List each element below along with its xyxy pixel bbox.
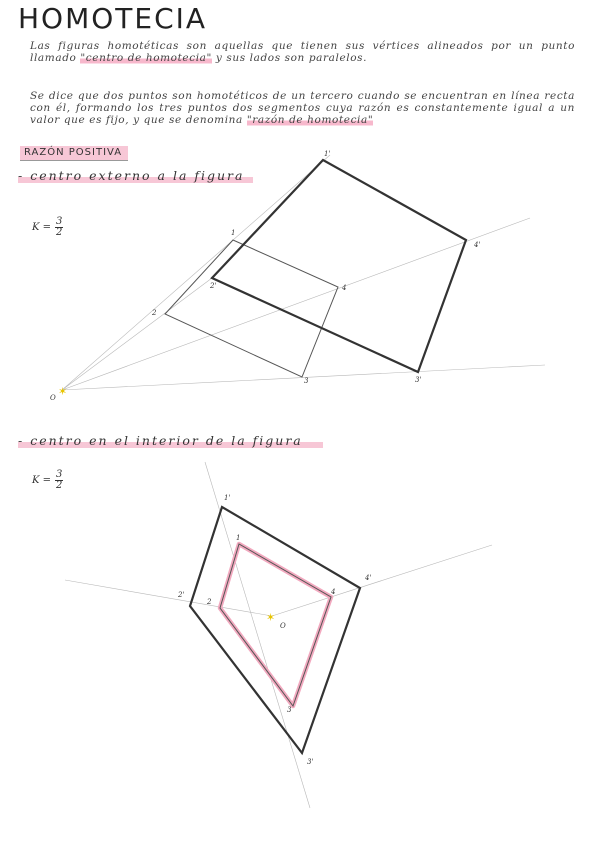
figure1-diagram — [50, 150, 545, 402]
ratio-highlight: "razón de homotecia" — [246, 114, 374, 126]
ray-to-2p — [62, 278, 212, 390]
label-p3: 3 — [304, 377, 309, 385]
section-tag-positive-ratio: RAZÓN POSITIVA — [20, 146, 128, 161]
heading-internal-center: - centro en el interior de la figura — [18, 433, 323, 448]
label-p2-prime: 2' — [210, 282, 217, 290]
label-p4: 4 — [342, 284, 347, 292]
ray-to-2p — [65, 580, 272, 616]
points-text: Se dice que dos puntos son homotéticos de un tercero cuando se encuentran en línea recta con él, formando los tres puntos dos segmentos cuya razón es constantemente igual a un valor que es fijo, y que se denomina — [30, 90, 575, 126]
ray-to-1p — [62, 155, 330, 390]
k-denominator: 2 — [56, 480, 63, 491]
label-p1-prime: 1' — [324, 150, 331, 158]
figure2-diagram — [65, 462, 492, 808]
figure1-projection-lines — [62, 155, 545, 390]
k-denominator: 2 — [56, 227, 63, 238]
label-p4-prime: 4' — [474, 241, 481, 249]
label-p2-prime: 2' — [178, 591, 185, 599]
label-p2: 2 — [152, 309, 157, 317]
ray-to-4p — [62, 218, 530, 390]
k-numerator: 3 — [56, 469, 63, 480]
page-title: HOMOTECIA — [18, 2, 208, 35]
figure1-homothetic-quad — [212, 160, 466, 372]
label-p1: 1 — [236, 534, 241, 542]
label-p2: 2 — [207, 598, 212, 606]
figure2-homothetic-quad — [190, 507, 360, 753]
label-p4: 4 — [331, 588, 336, 596]
center-star-icon: ✶ — [58, 385, 68, 398]
definition-text-start: Las figuras homotéticas son aquellas que tienen sus vértices alineados por un punto llamado — [30, 40, 575, 64]
label-center-o: O — [50, 394, 56, 402]
figure1-original-quad — [165, 240, 338, 377]
definition-text-end: y sus lados son paralelos. — [211, 52, 368, 64]
k-label: K = — [32, 222, 52, 233]
figure2-original-quad — [220, 544, 331, 706]
label-p1-prime: 1' — [224, 494, 231, 502]
k-label: K = — [32, 475, 52, 486]
label-p3: 3 — [287, 706, 292, 714]
label-p1: 1 — [231, 229, 236, 237]
label-p3-prime: 3' — [415, 376, 422, 384]
k-numerator: 3 — [56, 216, 63, 227]
label-p4-prime: 4' — [365, 574, 372, 582]
definition-highlight: "centro de homotecia" — [80, 52, 212, 64]
heading-external-center: - centro externo a la figura — [18, 168, 253, 183]
figure2-projection-lines — [65, 462, 492, 808]
label-center-o: O — [280, 622, 286, 630]
center-star-icon: ✶ — [266, 611, 276, 624]
label-p3-prime: 3' — [307, 758, 314, 766]
